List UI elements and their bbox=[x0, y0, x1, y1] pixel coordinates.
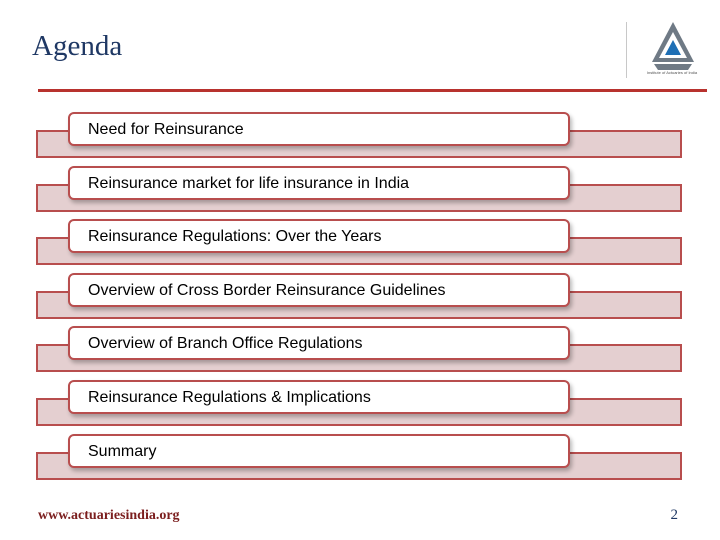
agenda-card bbox=[68, 273, 570, 307]
agenda-item-label: Reinsurance Regulations & Implications bbox=[88, 389, 371, 406]
agenda-card bbox=[68, 112, 570, 146]
agenda-item bbox=[0, 326, 720, 378]
agenda-item-label: Overview of Cross Border Reinsurance Guidelines bbox=[88, 282, 446, 299]
agenda-card bbox=[68, 380, 570, 414]
agenda-item-label: Reinsurance market for life insurance in India bbox=[88, 175, 410, 192]
agenda-item-label: Overview of Branch Office Regulations bbox=[88, 335, 363, 352]
agenda-item bbox=[0, 380, 720, 432]
agenda-item bbox=[0, 273, 720, 325]
logo-divider bbox=[626, 22, 627, 78]
page-number: 2 bbox=[670, 507, 678, 523]
agenda-item-label: Summary bbox=[88, 443, 157, 460]
agenda-item-label: Reinsurance Regulations: Over the Years bbox=[88, 228, 382, 245]
slide-title: Agenda bbox=[32, 30, 123, 62]
agenda-item bbox=[0, 219, 720, 271]
agenda-item bbox=[0, 434, 720, 486]
agenda-card bbox=[68, 326, 570, 360]
footer-website-link[interactable]: www.actuariesindia.org bbox=[38, 508, 180, 523]
agenda-card bbox=[68, 434, 570, 468]
agenda-card bbox=[68, 219, 570, 253]
agenda-item bbox=[0, 166, 720, 218]
title-underline bbox=[38, 89, 707, 92]
agenda-card bbox=[68, 166, 570, 200]
agenda-item-label: Need for Reinsurance bbox=[88, 121, 244, 138]
logo-caption: Institute of Actuaries of India bbox=[646, 70, 698, 75]
agenda-item bbox=[0, 112, 720, 164]
